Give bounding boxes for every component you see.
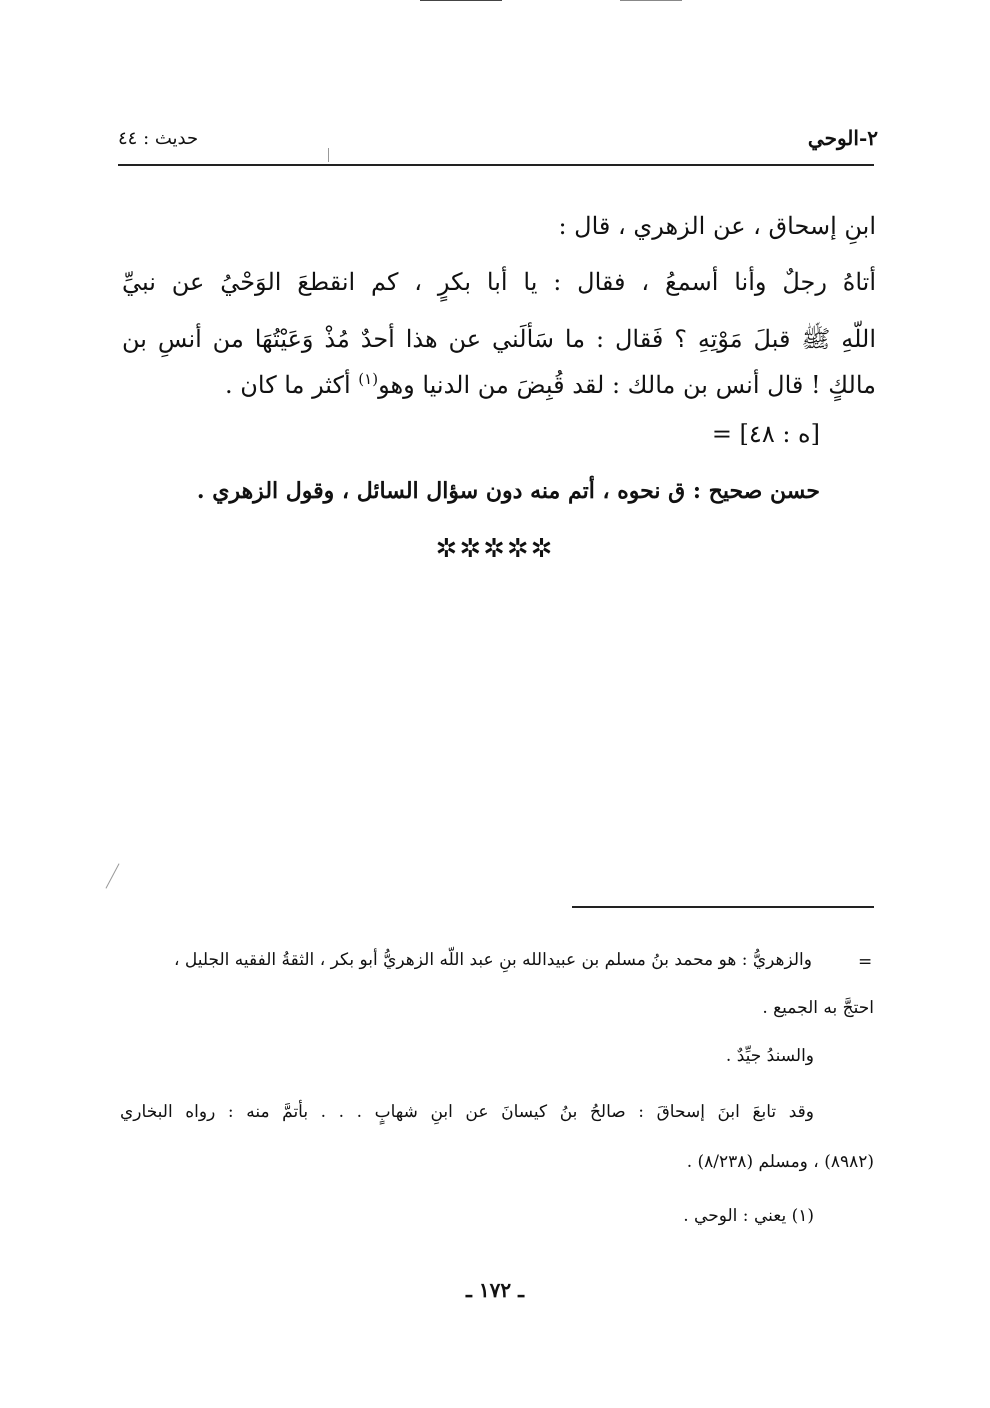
footnote-c-line-2: (٨٩٨٢) ، ومسلم (٨/٢٣٨) .: [686, 1152, 874, 1172]
footnote-b: والسندُ جيِّدٌ .: [725, 1046, 814, 1066]
footnote-rule: [572, 906, 874, 908]
footnote-c-line-1: وقد تابعَ ابنَ إسحاقَ : صالحُ بنُ كيسانَ عن ابنِ شهابٍ . . . بأتمَّ منه : رواه البخاري: [120, 1102, 814, 1122]
hadith-grading: حسن صحيح : ق نحوه ، أتم منه دون سؤال السائل ، وقول الزهري .: [196, 478, 820, 504]
source-reference: = [ه : ٤٨]: [711, 420, 820, 448]
header-mark: [328, 148, 329, 162]
footnote-marker-1: (١): [358, 370, 379, 388]
body-line-3: اللّهِ ﷺ قبلَ مَوْتِهِ ؟ فَقال : ما سَألَني عن هذا أحدٌ مُذْ وَعَيْتُهَا من أنسِ بن: [122, 325, 876, 353]
page-number: ـ ١٧٢ ـ: [466, 1278, 524, 1302]
running-header-hadith-number: حديث : ٤٤: [118, 128, 199, 149]
body-line-4: [225, 370, 876, 399]
body-line-1: ابنِ إسحاق ، عن الزهري ، قال :: [558, 212, 876, 240]
section-separator-stars: ✲✲✲✲✲: [435, 534, 555, 564]
scan-mark: [105, 863, 119, 888]
body-line-2: أتاهُ رجلٌ وأنا أسمعُ ، فقال : يا أبا بكرٍ ، كم انقطعَ الوَحْيُ عن نبيِّ: [122, 268, 876, 296]
body-line-4-text: مالكٍ ! قال أنس بن مالك : لقد قُبِضَ من الدنيا وهو: [378, 371, 876, 399]
header-rule: [118, 164, 874, 166]
footnote-a-line-2: احتجَّ به الجميع .: [762, 998, 874, 1018]
running-header-chapter: ٢-الوحي: [807, 126, 878, 150]
top-scan-line: [420, 0, 502, 1]
footnote-1: (١) يعني : الوحي .: [683, 1206, 814, 1226]
body-line-4-end: أكثر ما كان .: [225, 371, 359, 399]
footnote-a-line-1: والزهريُّ : هو محمد بنُ مسلم بن عبيدالله بنِ عبد اللّه الزهريُّ أبو بكر ، الثقةُ الفقيه الجليل ،: [173, 950, 812, 970]
top-scan-line: [620, 0, 682, 1]
footnote-continuation-marker: =: [858, 952, 873, 972]
